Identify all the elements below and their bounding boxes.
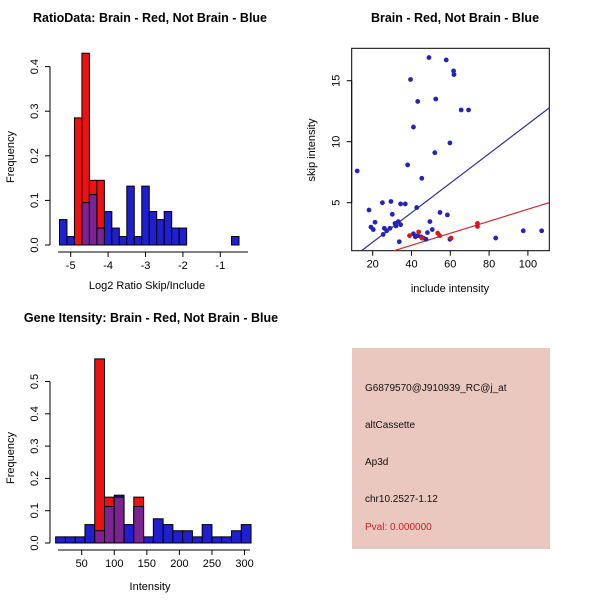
hist-bar-not-brain: [75, 537, 85, 543]
scatter-point: [427, 55, 432, 60]
pvalue-text: Pval: 0.000000: [365, 522, 432, 533]
scatter-point: [432, 150, 437, 155]
x-tick-label: 40: [405, 258, 418, 271]
y-axis-label: Frequency: [5, 131, 17, 183]
hist-bar-not-brain: [231, 531, 241, 543]
x-tick-label: -3: [140, 260, 151, 272]
chromosome-location-text: chr10.2527-1.12: [365, 494, 438, 505]
hist-bar-overlap: [114, 497, 124, 543]
histogram-bars: [59, 53, 239, 245]
hist-bar-not-brain: [65, 537, 75, 543]
scatter-point: [367, 208, 372, 213]
y-tick-label: 0.0: [29, 535, 41, 551]
hist-bar-not-brain: [124, 525, 134, 543]
x-tick-label: -4: [103, 260, 113, 272]
y-tick-label: 0.1: [29, 192, 41, 209]
scatter-point: [420, 236, 425, 241]
y-tick-label: 0.3: [29, 438, 41, 454]
scatter-point: [449, 236, 454, 241]
scatter-point: [493, 236, 498, 241]
histogram-bars: [56, 359, 251, 543]
scatter-point: [405, 162, 410, 167]
scatter-point: [416, 230, 421, 235]
hist-bar-not-brain: [183, 531, 193, 543]
scatter-point: [433, 97, 438, 102]
y-tick-label: 0.1: [29, 503, 41, 519]
scatter-point: [424, 237, 429, 242]
probe-id-text: G6879570@J910939_RC@j_at: [365, 383, 507, 394]
scatter-point: [425, 230, 430, 235]
scatter-point: [407, 233, 412, 238]
y-tick-label: 0.0: [29, 237, 41, 253]
scatter-point: [415, 99, 420, 104]
scatter-point: [521, 228, 526, 233]
scatter-point: [428, 219, 433, 224]
y-tick-label: 0.4: [29, 406, 41, 422]
scatter-point: [381, 232, 386, 237]
skip-include-scatter-panel: [300, 0, 600, 300]
x-tick-label: 300: [235, 558, 254, 570]
scatter-point: [413, 234, 418, 239]
x-tick-label: -5: [65, 260, 76, 272]
scatter-point: [403, 202, 408, 207]
hist-bar-not-brain: [232, 237, 239, 245]
y-tick-label: 5: [330, 199, 343, 206]
x-tick-label: 250: [202, 558, 222, 570]
y-axis-label: Frequency: [5, 432, 17, 484]
scatter-point: [389, 199, 394, 204]
hist-bar-not-brain: [179, 228, 186, 245]
y-axis-label: skip intensity: [306, 118, 318, 182]
x-tick-label: 60: [444, 258, 457, 271]
hist-bar-not-brain: [127, 186, 134, 245]
y-tick-label: 15: [330, 74, 343, 87]
scatter-point: [394, 223, 399, 228]
scatter-point: [398, 222, 403, 227]
scatter-point: [419, 176, 424, 181]
hist-bar-not-brain: [157, 220, 164, 245]
scatter-point: [384, 228, 389, 233]
x-tick-label: 200: [170, 558, 189, 570]
hist-bar-not-brain: [59, 220, 66, 245]
probe-info-panel: [300, 300, 600, 600]
y-tick-label: 0.2: [29, 470, 41, 487]
hist-bar-not-brain: [142, 186, 149, 245]
hist-bar-overlap: [82, 203, 89, 245]
x-axis-label: Intensity: [129, 581, 171, 593]
scatter-points-not-brain: [355, 55, 544, 244]
plot-box: [352, 48, 550, 250]
x-axis-label: Log2 Ratio Skip/Include: [88, 280, 206, 292]
scatter-point: [411, 125, 416, 130]
x-tick-label: 80: [482, 258, 496, 271]
hist-bar-not-brain: [163, 525, 173, 543]
ratio-histogram-panel: [0, 0, 300, 300]
hist-bar-not-brain: [172, 228, 179, 245]
x-tick-label: -2: [178, 260, 188, 272]
hist-bar-not-brain: [134, 237, 141, 245]
hist-bar-overlap: [104, 507, 114, 543]
x-tick-label: 100: [105, 558, 124, 570]
x-tick-label: -1: [215, 260, 226, 272]
scatter-point: [448, 141, 453, 146]
chart-title: RatioData: Brain - Red, Not Brain - Blue: [32, 11, 268, 25]
gene-symbol-text: Ap3d: [365, 457, 389, 468]
hist-bar-overlap: [134, 507, 144, 543]
y-tick-label: 0.3: [29, 103, 41, 119]
scatter-point: [539, 228, 544, 233]
hist-bar-overlap: [97, 228, 104, 245]
probe-info-card: [352, 348, 550, 549]
scatter-point: [408, 77, 413, 82]
hist-bar-not-brain: [85, 525, 95, 543]
scatter-point: [430, 227, 435, 232]
y-tick-label: 0.5: [29, 373, 41, 390]
hist-bar-not-brain: [192, 537, 202, 543]
hist-bar-not-brain: [164, 212, 171, 245]
hist-bar-overlap: [95, 531, 105, 543]
x-axis-label: include intensity: [410, 283, 490, 295]
hist-bar-not-brain: [222, 537, 232, 543]
hist-bar-not-brain: [104, 212, 111, 245]
hist-bar-not-brain: [149, 212, 156, 245]
hist-bar-brain: [74, 118, 81, 245]
hist-bar-not-brain: [112, 228, 119, 245]
hist-bar-not-brain: [153, 519, 163, 543]
y-tick-label: 0.2: [29, 148, 41, 164]
scatter-point: [444, 58, 449, 63]
chart-title: Gene Itensity: Brain - Red, Not Brain - Blue: [23, 311, 279, 325]
hist-bar-not-brain: [241, 525, 251, 543]
x-tick-label: 20: [366, 258, 379, 271]
scatter-point: [445, 213, 450, 218]
y-tick-label: 0.4: [29, 58, 41, 75]
scatter-point: [373, 220, 378, 225]
scatter-point: [390, 212, 395, 217]
scatter-point: [397, 239, 402, 244]
hist-bar-not-brain: [212, 537, 222, 543]
y-tick-label: 10: [330, 135, 343, 148]
hist-bar-overlap: [89, 195, 96, 245]
scatter-point: [452, 72, 457, 77]
scatter-point: [355, 169, 360, 174]
x-tick-label: 150: [137, 558, 157, 570]
scatter-point: [437, 233, 442, 238]
chart-title: Brain - Red, Not Brain - Blue: [370, 11, 540, 25]
scatter-point: [414, 205, 419, 210]
hist-bar-not-brain: [173, 531, 183, 543]
scatter-point: [398, 202, 403, 207]
x-tick-label: 50: [75, 558, 88, 570]
scatter-point: [438, 210, 443, 215]
x-tick-label: 100: [518, 258, 538, 271]
hist-bar-not-brain: [67, 237, 74, 245]
scatter-point: [380, 200, 385, 205]
hist-bar-not-brain: [119, 237, 126, 245]
hist-bar-not-brain: [56, 537, 66, 543]
scatter-point: [459, 108, 464, 113]
hist-bar-not-brain: [202, 525, 212, 543]
splice-type-text: altCassette: [365, 420, 416, 431]
scatter-point: [475, 224, 480, 229]
hist-bar-brain: [95, 359, 105, 543]
gene-intensity-histogram-panel: [0, 300, 300, 600]
hist-bar-not-brain: [144, 537, 154, 543]
scatter-point: [371, 227, 376, 232]
scatter-point: [466, 108, 471, 113]
